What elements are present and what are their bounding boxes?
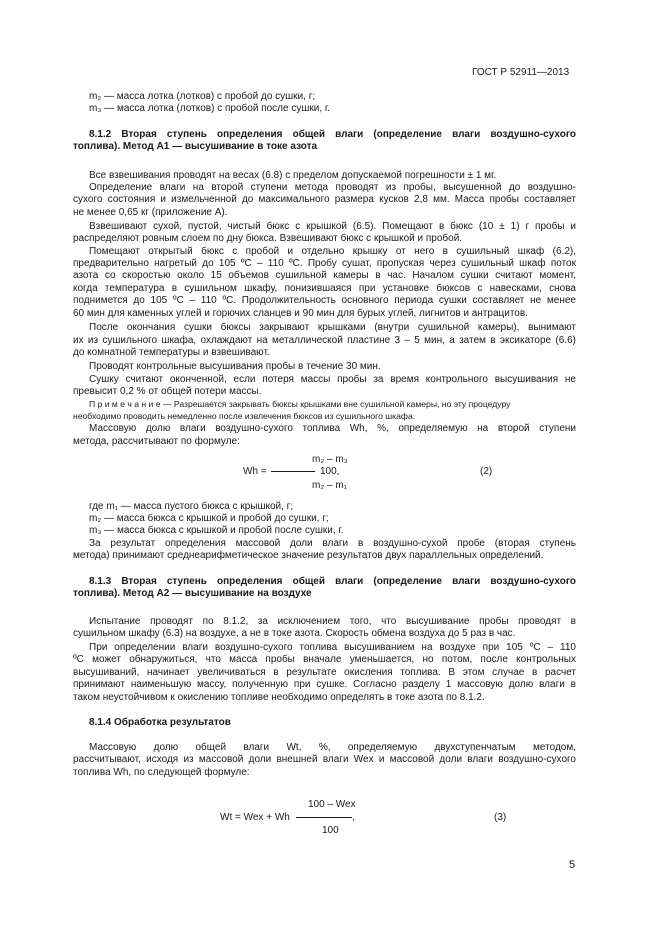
paragraph-line: таком неустойчивом к окислению топливе необходимо определять в токе азота по 8.1.2. — [73, 692, 485, 703]
where-definition: m₂ — масса бюкса с крышкой и пробой до сушки, г; — [89, 513, 329, 524]
paragraph-line: Помещают открытый бюкс с пробой и отдельно крышку от него в сушильный шкаф (6.2), — [89, 246, 576, 257]
paragraph-line: сухого состояния и измельченной до максимального размера кусков 2,8 мм. Масса пробы составляет — [73, 194, 576, 205]
formula-3-lhs: Wt = Wex + Wh — [220, 812, 290, 823]
paragraph-line: когда температура в сушильном шкафу, понизившаяся при установке бюксов с навесками, снова — [73, 283, 576, 294]
paragraph-line: За результат определения массовой доли влаги в воздушно-сухой пробе (вторая ступень — [89, 538, 576, 549]
paragraph-line: высушиваний, начинает увеличиваться в результате окисления топлива. В этом случае в расчет — [73, 667, 576, 678]
where-definition: где m₁ — масса пустого бюкса с крышкой, г; — [89, 501, 294, 512]
formula-2-lhs: Wh = — [243, 466, 267, 477]
variable-definition: m₂ — масса лотка (лотков) с пробой до сушки, г; — [89, 91, 316, 102]
paragraph-line: превысит 0,2 % от общей потери массы. — [73, 386, 262, 397]
paragraph-line: рассчитывают, исходя из массовой доли внешней влаги Wex и массовой доли влаги воздушно-сухого — [73, 754, 576, 765]
paragraph-line: Массовую долю влаги воздушно-сухого топлива Wh, %, определяемую на второй ступени — [89, 423, 576, 434]
paragraph-line: предварительно нагретый до 105 ºС – 110 ºС. Пробу сушат, пропуская через сушильный шкаф поток — [73, 258, 576, 269]
section-heading-8-1-3: 8.1.3 Вторая ступень определения общей влаги (определение влаги воздушно-сухого — [89, 576, 576, 587]
paragraph-line: до комнатной температуры и взвешивают. — [73, 347, 270, 358]
paragraph-line: их из сушильного шкафа, охлаждают на металлической пластине 3 – 5 мин, а затем в эксикаторе (6.6) — [73, 335, 576, 346]
variable-definition: m₃ — масса лотка (лотков) с пробой после сушки, г. — [89, 103, 331, 114]
paragraph-line: Взвешивают сухой, пустой, чистый бюкс с крышкой (6.5). Помещают в бюкс (10 ± 1) г пробы и — [89, 221, 576, 232]
note-line: необходимо проводить немедленно после извлечения бюксов из сушильного шкафа. — [73, 411, 416, 421]
where-definition: m₃ — масса бюкса с крышкой и пробой после сушки, г. — [89, 525, 344, 536]
document-code: ГОСТ Р 52911—2013 — [472, 67, 570, 78]
paragraph-line: принимают наименьшую массу, полученную при сушке. Согласно разделу 1 массовую долю влаги в — [73, 679, 576, 690]
note-line: П р и м е ч а н и е — Разрешается закрывать бюксы крышками вне сушильной камеры, но эту процедуру — [89, 399, 511, 409]
paragraph-line: Сушку считают оконченной, если потеря массы пробы за время контрольного высушивания не — [89, 374, 576, 385]
paragraph-line: поднимется до 105 ºС – 110 ºС. Продолжительность основного периода сушки составляет не менее — [73, 295, 576, 306]
paragraph-line: Все взвешивания проводят на весах (6.8) с пределом допускаемой погрешности ± 1 мг. — [89, 170, 497, 181]
section-heading-8-1-4: 8.1.4 Обработка результатов — [89, 717, 231, 728]
paragraph-line: ºС может обнаружиться, что масса пробы вначале уменьшается, но потом, после контрольных — [73, 654, 576, 665]
formula-3-number: (3) — [494, 812, 507, 823]
formula-3-fraction-bar — [296, 817, 352, 818]
formula-2-multiplier: 100, — [320, 466, 340, 477]
paragraph-line: распределяют ровным слоем по дну бюкса. Взвешивают бюкс с крышкой и пробой. — [73, 233, 463, 244]
paragraph-line: метода, рассчитывают по формуле: — [73, 436, 240, 447]
paragraph-line: сушильном шкафу (6.3) на воздухе, а не в токе азота. Скорость обмена воздуха до 5 раз в час. — [73, 628, 516, 639]
formula-3-numerator: 100 – Wex — [308, 799, 356, 810]
formula-2-number: (2) — [480, 466, 493, 477]
paragraph-line: 60 мин для каменных углей и горючих сланцев и 90 мин для бурых углей, лигнитов и антрацитов. — [73, 308, 528, 319]
paragraph-line: Проводят контрольные высушивания пробы в течение 30 мин. — [89, 361, 381, 372]
section-heading-8-1-2-cont: топлива). Метод А1 — высушивание в токе азота — [73, 141, 318, 152]
formula-3-comma: , — [352, 812, 355, 823]
paragraph-line: После окончания сушки бюксы закрывают крышками (внутри сушильной камеры), вынимают — [89, 322, 576, 333]
formula-2-denominator: m₂ – m₁ — [312, 480, 348, 491]
paragraph-line: Испытание проводят по 8.1.2, за исключением того, что высушивание пробы проводят в — [89, 616, 576, 627]
page-number: 5 — [569, 859, 576, 871]
paragraph-line: Массовую долю общей влаги Wt, %, определяемую двухступенчатым методом, — [89, 742, 576, 753]
paragraph-line: метода) принимают среднеарифметическое значение результатов двух параллельных определений. — [73, 550, 544, 561]
formula-2-fraction-bar — [271, 471, 315, 472]
paragraph-line: Определение влаги на второй ступени метода проводят из пробы, высушенной до воздушно- — [89, 182, 576, 193]
formula-2-numerator: m₂ – m₃ — [312, 454, 348, 465]
paragraph-line: При определении влаги воздушно-сухого топлива высушиванием на воздухе при 105 ºС – 110 — [89, 642, 576, 653]
paragraph-line: топлива Wh, по следующей формуле: — [73, 767, 250, 778]
section-heading-8-1-2: 8.1.2 Вторая ступень определения общей влаги (определение влаги воздушно-сухого — [89, 129, 576, 140]
section-heading-8-1-3-cont: топлива). Метод А2 — высушивание на воздухе — [73, 588, 312, 599]
paragraph-line: не менее 0,65 кг (приложение А). — [73, 207, 228, 218]
paragraph-line: азота со скоростью около 15 объемов сушильной камеры в час. Началом сушки считают момент, — [73, 270, 576, 281]
formula-3-denominator: 100 — [322, 825, 339, 836]
